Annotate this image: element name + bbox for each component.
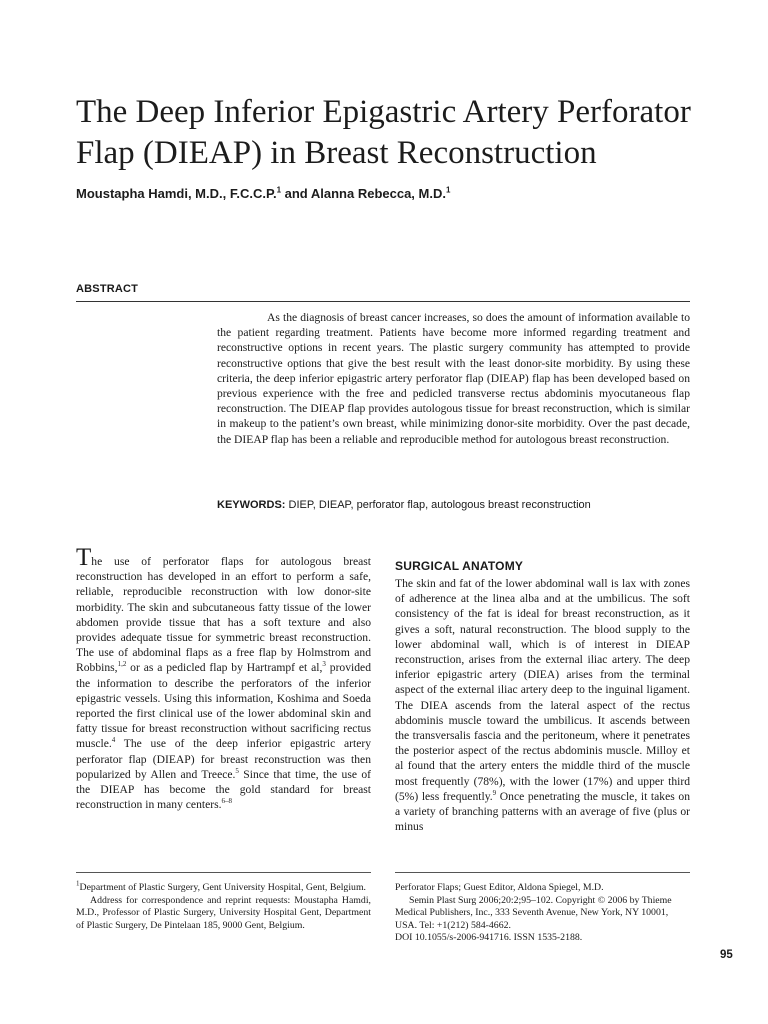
citation: 9 xyxy=(492,788,497,797)
body-text: Once penetrating the muscle, it takes on a variety of branching patterns with an average of five (plus or minus xyxy=(395,789,690,834)
body-text: Since that time, the use of the DIEAP has become the gold standard for breast reconstruction in many centers. xyxy=(76,767,371,812)
abstract-divider xyxy=(76,301,690,302)
author-name: Alanna Rebecca, M.D. xyxy=(310,186,446,201)
citation: 6–8 xyxy=(221,797,233,806)
author-joiner: and xyxy=(281,186,311,201)
footnotes-left xyxy=(76,879,371,932)
affiliation-note xyxy=(76,879,371,895)
body-text: or as a pedicled flap by Hartrampf et al, xyxy=(126,661,323,675)
citation-note: Semin Plast Surg 2006;20:2;95–102. Copyright © 2006 by Thieme Medical Publishers, Inc., 333 Seventh Avenue, New York, NY 10001, USA. Tel: +1(212) 584-4662. xyxy=(395,894,672,931)
keywords-label: KEYWORDS: xyxy=(217,499,286,511)
issue-note: Perforator Flaps; Guest Editor, Aldona Spiegel, M.D. xyxy=(395,882,604,893)
intro-paragraph xyxy=(76,544,371,812)
body-text: provided the information to describe the perforators of the inferior epigastric vessels. Using this information, Koshima and Soeda reported the first clinical use of the lower abdominal skin and fatty tissue for breast reconstruction without sacrificing rectus muscle. xyxy=(76,661,371,751)
citation: 5 xyxy=(235,766,239,775)
affiliation-marker: 1 xyxy=(445,185,451,195)
affiliation-marker: 1 xyxy=(276,185,282,195)
abstract-body: As the diagnosis of breast cancer increases, so does the amount of information available to the patient regarding treatment. Patients have become more informed regarding treatment and reconstructive options in recent years. The plastic surgery community has attempted to provide reconstructive options that give the best result with the least donor-site morbidity. By using these criteria, the deep inferior epigastric artery perforator flap (DIEAP) flap has been developed based on previous experience with the free and pedicled transverse rectus abdominis myocutaneous flap reconstruction. The DIEAP flap provides autologous tissue for breast reconstruction, which is similar in makeup to the patient’s own breast, while minimizing donor-site morbidity. Over the past decade, the DIEAP flap has been a reliable and reproducible method for autologous breast reconstruction. xyxy=(217,311,690,446)
keywords-text: DIEP, DIEAP, perforator flap, autologous breast reconstruction xyxy=(285,499,591,511)
drop-cap: T xyxy=(76,544,92,571)
footnotes-right xyxy=(395,882,690,945)
citation: 4 xyxy=(111,736,116,745)
body-text: he use of perforator flaps for autologous breast reconstruction has developed in an effort to perform a safe, reliable, reproducible reconstruction with low donor-site morbidity. The skin and subcutaneous fatty tissue of the lower abdomen provide tissue that has a soft texture and also provides adequate tissue for symmetric breast reconstruction. The use of abdominal flaps as a free flap by Holmstrom and Robbins, xyxy=(76,555,371,675)
article-title: The Deep Inferior Epigastric Artery Perforator Flap (DIEAP) in Breast Reconstruction xyxy=(76,94,691,171)
author-line xyxy=(76,186,450,201)
footnote-divider-right xyxy=(395,872,690,873)
author-name: Moustapha Hamdi, M.D., F.C.C.P. xyxy=(76,186,277,201)
body-column-left xyxy=(76,544,371,812)
abstract-heading: ABSTRACT xyxy=(76,283,139,295)
keywords-line xyxy=(217,499,690,511)
section-heading: SURGICAL ANATOMY xyxy=(395,559,524,573)
citation: 3 xyxy=(322,660,326,669)
doi-note: DOI 10.1055/s-2006-941716. ISSN 1535-2188. xyxy=(395,932,583,944)
affiliation-marker: 1 xyxy=(76,879,80,888)
correspondence-note: Address for correspondence and reprint requests: Moustapha Hamdi, M.D., Professor of Plastic Surgery, University Hospital Gent, Department of Plastic Surgery, De Pintelaan 185, 9000 Gent, Belgium. xyxy=(76,894,371,931)
affiliation-text: Department of Plastic Surgery, Gent University Hospital, Gent, Belgium. xyxy=(79,882,367,893)
body-column-right xyxy=(395,576,690,834)
page-number: 95 xyxy=(720,949,733,961)
citation: 1,2 xyxy=(117,660,127,669)
body-text: The use of the deep inferior epigastric artery perforator flap (DIEAP) for breast reconstruction was then popularized by Allen and Treece. xyxy=(76,737,371,781)
footnote-divider-left xyxy=(76,872,371,873)
body-text: The skin and fat of the lower abdominal wall is lax with zones of adherence at the linea alba and at the umbilicus. The soft consistency of the fat is ideal for breast reconstruction, as it gives a soft, natural reconstruction. The blood supply to the lower abdominal wall, which is of interest in DIEAP reconstruction, arises from the external iliac artery. The deep inferior epigastric artery (DIEA) arises from the terminal aspect of the external iliac artery deep to the inguinal ligament. The DIEA ascends from the lateral aspect of the rectus abdominis muscle toward the umbilicus. It ascends between the transversalis fascia and the peritoneum, where it penetrates the posterior aspect of the rectus abdominis muscle. Milloy et al found that the artery enters the middle third of the muscle most frequently (78%), with the lower (17%) and upper third (5%) less frequently. xyxy=(395,577,690,803)
